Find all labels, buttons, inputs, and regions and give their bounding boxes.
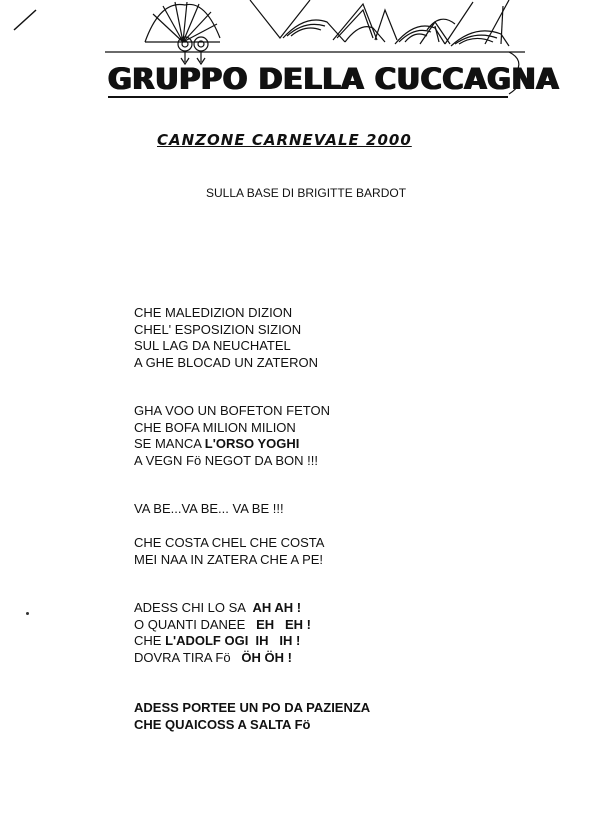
verse-6 (134, 700, 514, 733)
lyric-line: CHE BOFA MILION MILION (134, 419, 296, 435)
lyric-line: SUL LAG DA NEUCHATEL (134, 338, 291, 353)
lyric-text: ADESS CHI LO SA (134, 600, 253, 615)
lyric-line: CHE QUAICOSS A SALTA Fö (134, 716, 311, 732)
lyric-line: CHE MALEDIZION DIZION (134, 305, 293, 320)
lyric-emphasis: EH EH ! (256, 616, 311, 632)
verse-1 (134, 305, 514, 371)
lyric-text: DOVRA TIRA Fö (134, 649, 242, 665)
title-underline (108, 96, 508, 98)
song-title: CANZONE CARNEVALE 2000 (157, 131, 412, 149)
lyric-line: A VEGN Fö NEGOT DA BON !!! (134, 452, 318, 468)
verse-4 (134, 535, 514, 568)
lyric-text: SE MANCA (134, 436, 205, 451)
lyric-emphasis: L'ADOLF OGI IH IH ! (165, 633, 301, 648)
lyric-line: A GHE BLOCAD UN ZATERON (134, 354, 318, 370)
lyric-emphasis: ÖH ÖH ! (241, 649, 292, 665)
lyric-line: GHA VOO UN BOFETON FETON (134, 403, 330, 418)
lyric-line: MEI NAA IN ZATERA CHE A PE! (134, 551, 324, 567)
lyric-emphasis: L'ORSO YOGHI (204, 436, 300, 451)
lyric-line (134, 617, 514, 634)
song-subtitle: SULLA BASE DI BRIGITTE BARDOT (206, 186, 407, 200)
lyric-emphasis: AH AH ! (252, 600, 302, 615)
group-name-title: GRUPPO DELLA CUCCAGNA (108, 62, 560, 96)
lyric-line: VA BE...VA BE... VA BE !!! (134, 501, 284, 516)
lyric-line: CHE COSTA CHEL CHE COSTA (134, 535, 325, 550)
lyric-line (134, 650, 514, 667)
lyric-text: CHE (134, 633, 166, 648)
verse-5 (134, 600, 514, 666)
lyric-line (134, 633, 514, 650)
verse-3 (134, 501, 514, 518)
scan-mark-icon (12, 4, 42, 34)
scan-speck (26, 612, 29, 615)
lyric-line (134, 436, 514, 453)
lyric-line: ADESS PORTEE UN PO DA PAZIENZA (134, 700, 371, 715)
lyric-line: CHEL' ESPOSIZION SIZION (134, 321, 302, 337)
verse-2 (134, 403, 514, 469)
lyric-text: O QUANTI DANEE (134, 616, 257, 632)
lyric-line (134, 600, 514, 617)
